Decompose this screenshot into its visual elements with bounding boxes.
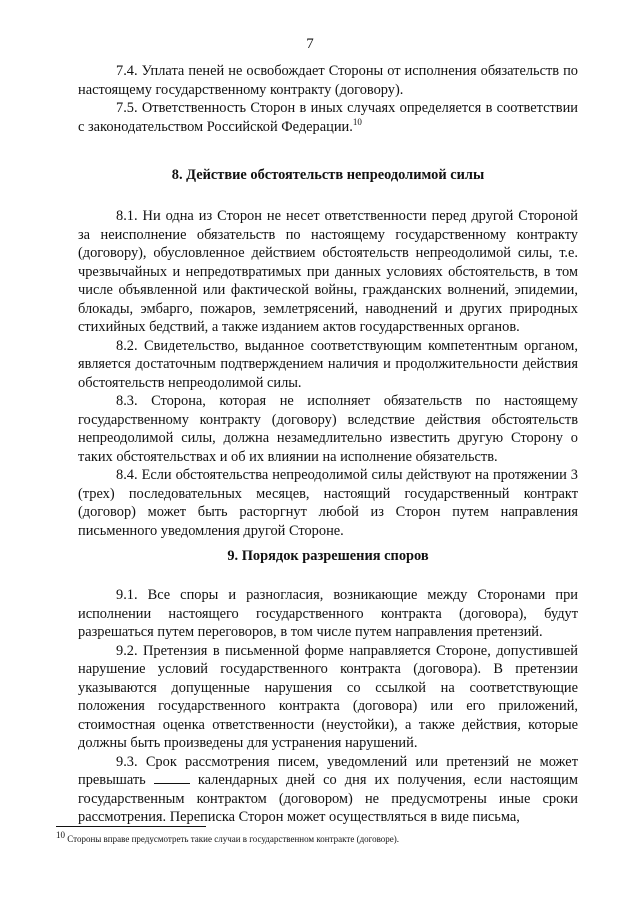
paragraph-7-5 [78, 99, 578, 136]
footnote-text: Стороны вправе предусмотреть такие случаи в государственном контракте (договоре). [67, 834, 400, 844]
paragraph-8-1: 8.1. Ни одна из Сторон не несет ответственности перед другой Стороной за неисполнение обязательств по настоящему государственному контракту (договору), обусловленное действием обстоятельств непреодолимой силы, т.е. чрезвычайных и непредотвратимых при данных условиях обстоятельств, в том числе объявленной или фактической войны, гражданских волнений, эпидемии, блокады, эмбарго, пожаров, землетрясений, наводнений и других природных стихийных бедствий, а также изданием актов государственных органов. [78, 208, 578, 335]
paragraph-9-3 [78, 753, 578, 827]
footnote-reference: 10 [352, 116, 362, 127]
paragraph-8-3: 8.3. Сторона, которая не исполняет обязательств по настоящему государственному контракту (договору) вследствие действия обстоятельств непреодолимой силы, должна незамедлительно известить другую Сторону о таких обстоятельствах и об их влиянии на исполнение обязательств. [78, 393, 578, 465]
paragraph-9-1: 9.1. Все споры и разногласия, возникающие между Сторонами при исполнении настоящего государственного контракта (договора), будут разрешаться путем переговоров, в том числе путем направления претензий. [78, 587, 578, 640]
paragraph-9-2: 9.2. Претензия в письменной форме направляется Стороне, допустившей нарушение условий государственного контракта (договора). В претензии указываются допущенные нарушения со ссылкой на соответствующие положения государственного контракта (договора) или его приложений, стоимостная оценка ответственности (неустойки), а также действия, которые должны быть произведены для устранения нарушений. [78, 642, 578, 751]
section-8-body [78, 207, 578, 540]
page-number: 7 [306, 36, 314, 52]
days-blank-field [154, 771, 190, 784]
section-8-heading: 8. Действие обстоятельств непреодолимой силы [171, 167, 485, 183]
footnote-mark: 10 [56, 830, 65, 840]
paragraph-7-4: 7.4. Уплата пеней не освобождает Стороны от исполнения обязательств по настоящему государственному контракту (договору). [78, 63, 578, 98]
footnote [56, 830, 596, 845]
paragraph-9-3-start: 9.3. Срок рассмотрения писем, уведомлений или претензий не может превышать [78, 753, 578, 788]
section-9-body [78, 586, 578, 827]
paragraph-7-5-text: 7.5. Ответственность Сторон в иных случаях определяется в соответствии с законодательством Российской Федерации. [78, 100, 578, 135]
section-7-continuation [78, 62, 578, 136]
section-9-heading: 9. Порядок разрешения споров [227, 548, 429, 564]
paragraph-8-2: 8.2. Свидетельство, выданное соответствующим компетентным органом, является достаточным подтверждением наличия и продолжительности действия обстоятельств непреодолимой силы. [78, 337, 578, 391]
paragraph-8-4: 8.4. Если обстоятельства непреодолимой силы действуют на протяжении 3 (трех) последовательных месяцев, настоящий государственный контракт (договор) может быть расторгнут любой из Сторон путем направления письменного уведомления другой Стороне. [78, 467, 578, 539]
footnote-divider [56, 826, 206, 827]
paragraph-9-3-end: календарных дней со дня их получения, если настоящим государственным контрактом (договором) не предусмотрены иные сроки рассмотрения. Переписка Сторон может осуществляться в виде письма, [78, 772, 578, 825]
